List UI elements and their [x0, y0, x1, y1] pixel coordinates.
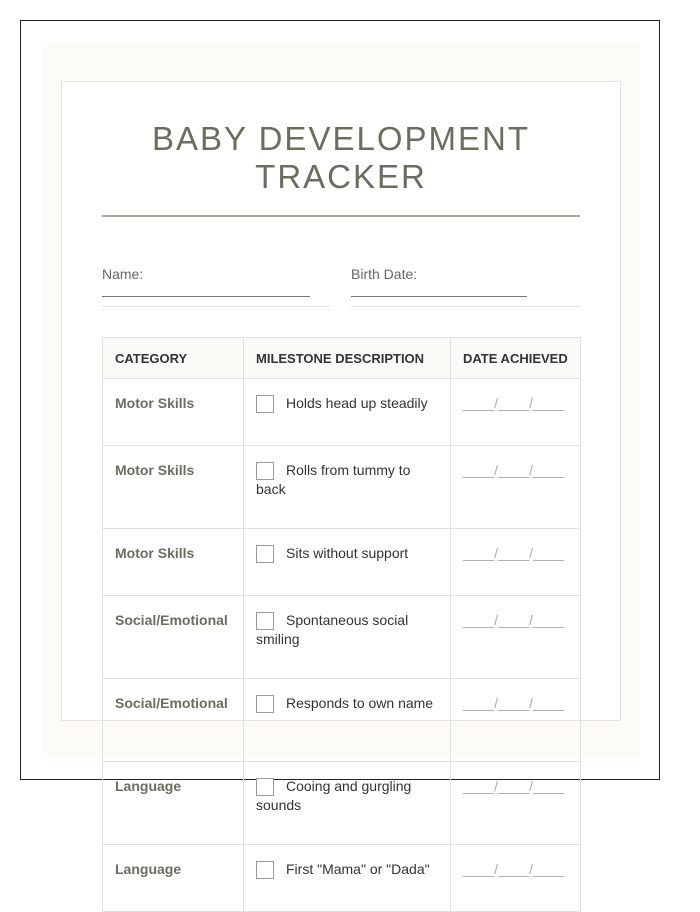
- date-cell[interactable]: ____/____/____: [451, 679, 581, 762]
- table-row: [103, 762, 581, 845]
- category-cell: Language: [103, 762, 244, 845]
- birth-date-label: Birth Date:: [351, 266, 418, 282]
- milestone-cell: [244, 679, 451, 762]
- category-cell: Motor Skills: [103, 446, 244, 529]
- milestone-cell: [244, 529, 451, 596]
- category-cell: Social/Emotional: [103, 596, 244, 679]
- table-row: [103, 596, 581, 679]
- header-milestone: MILESTONE DESCRIPTION: [244, 338, 451, 379]
- date-cell[interactable]: ____/____/____: [451, 379, 581, 446]
- milestone-checkbox[interactable]: [256, 612, 274, 630]
- category-cell: Motor Skills: [103, 529, 244, 596]
- birth-date-input-line[interactable]: [351, 296, 527, 297]
- date-cell[interactable]: ____/____/____: [451, 596, 581, 679]
- milestone-cell: [244, 446, 451, 529]
- name-input-line[interactable]: [102, 296, 310, 297]
- milestone-cell: [244, 596, 451, 679]
- table-row: [103, 679, 581, 762]
- milestone-cell: [244, 762, 451, 845]
- header-category: CATEGORY: [103, 338, 244, 379]
- milestone-text: First "Mama" or "Dada": [286, 861, 430, 877]
- milestone-checkbox[interactable]: [256, 462, 274, 480]
- milestone-text: Rolls from tummy to back: [256, 462, 411, 497]
- table-row: [103, 379, 581, 446]
- table-row: [103, 446, 581, 529]
- milestone-text: Cooing and gurgling sounds: [256, 778, 412, 813]
- table-row: [103, 529, 581, 596]
- header-date: DATE ACHIEVED: [451, 338, 581, 379]
- milestone-checkbox[interactable]: [256, 861, 274, 879]
- milestone-checkbox[interactable]: [256, 545, 274, 563]
- birth-date-field-rule: [351, 306, 580, 307]
- title-divider: [102, 215, 580, 217]
- table-row: [103, 845, 581, 912]
- milestone-table: [102, 337, 581, 912]
- date-cell[interactable]: ____/____/____: [451, 845, 581, 912]
- milestone-text: Responds to own name: [286, 695, 434, 711]
- category-cell: Motor Skills: [103, 379, 244, 446]
- date-cell[interactable]: ____/____/____: [451, 446, 581, 529]
- name-field-rule: [102, 306, 330, 307]
- date-cell[interactable]: ____/____/____: [451, 762, 581, 845]
- document-title: BABY DEVELOPMENT TRACKER: [151, 120, 530, 195]
- name-label: Name:: [102, 266, 144, 282]
- milestone-checkbox[interactable]: [256, 395, 274, 413]
- milestone-checkbox[interactable]: [256, 695, 274, 713]
- milestone-text: Sits without support: [286, 545, 409, 561]
- date-cell[interactable]: ____/____/____: [451, 529, 581, 596]
- milestone-cell: [244, 845, 451, 912]
- table-header-row: [103, 338, 581, 379]
- milestone-checkbox[interactable]: [256, 778, 274, 796]
- milestone-text: Holds head up steadily: [286, 395, 428, 411]
- category-cell: Language: [103, 845, 244, 912]
- milestone-text: Spontaneous social smiling: [256, 612, 409, 647]
- milestone-cell: [244, 379, 451, 446]
- category-cell: Social/Emotional: [103, 679, 244, 762]
